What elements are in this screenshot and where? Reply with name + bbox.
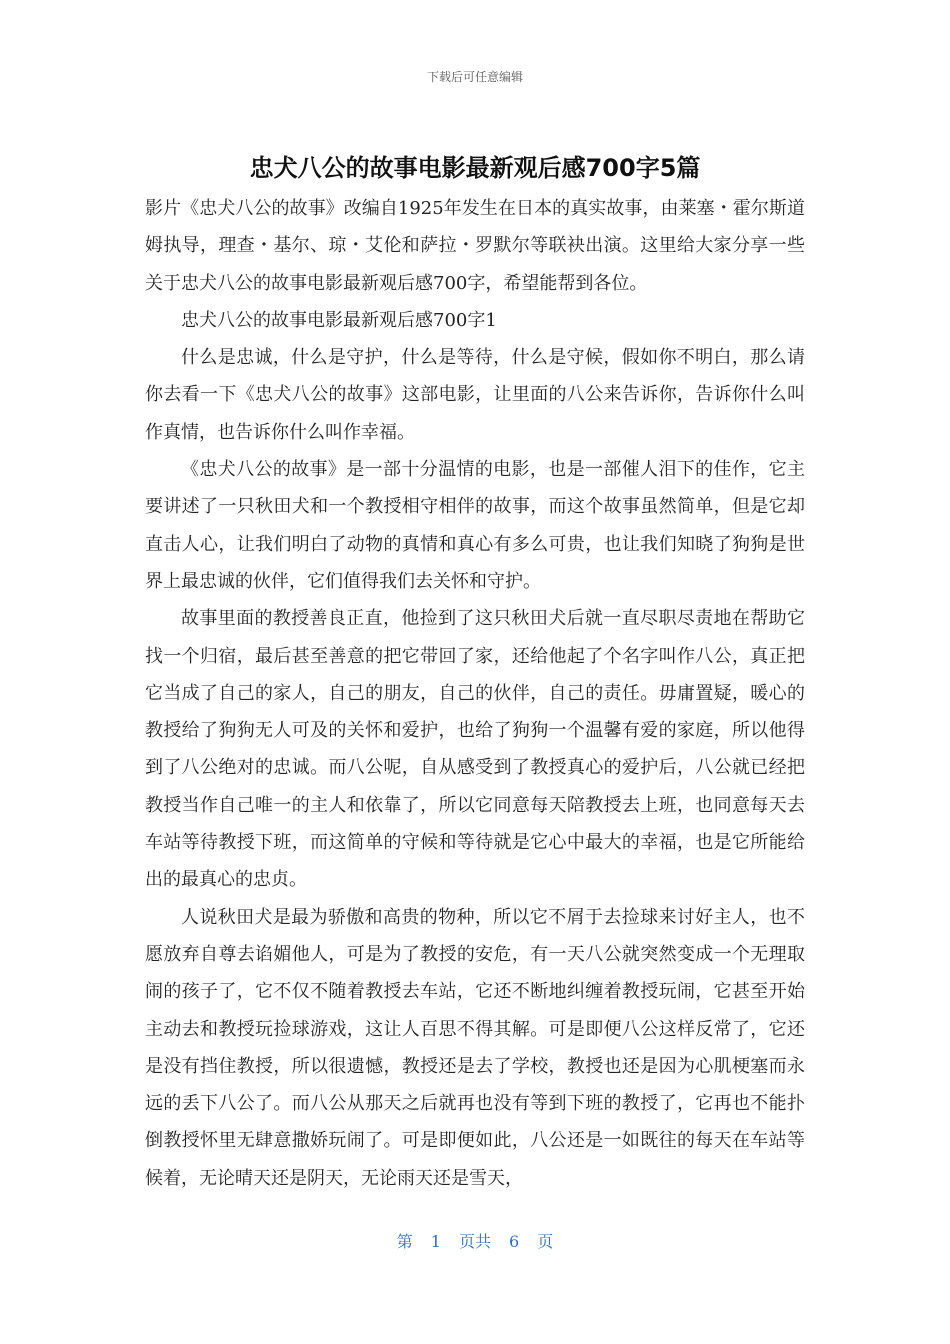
section-heading: 忠犬八公的故事电影最新观后感700字1 — [181, 309, 497, 331]
body-paragraph: 《忠犬八公的故事》是一部十分温情的电影，也是一部催人泪下的佳作，它主要讲述了一只秋田犬和一个教授相守相伴的故事，而这个故事虽然简单，但是它却直击人心，让我们明白了动物的真情和真心有多么可贵，也让我们知晓了狗狗是世界上最忠诚的伙伴，它们值得我们去关怀和守护。 — [145, 459, 805, 592]
body-paragraph: 故事里面的教授善良正直，他捡到了这只秋田犬后就一直尽职尽责地在帮助它找一个归宿，最后甚至善意的把它带回了家，还给他起了个名字叫作八公，真正把它当成了自己的家人，自己的朋友，自己的伙伴，自己的责任。毋庸置疑，暖心的教授给了狗狗无人可及的关怀和爱护，也给了狗狗一个温馨有爱的家庭，所以他得到了八公绝对的忠诚。而八公呢，自从感受到了教授真心的爱护后，八公就已经把教授当作自己唯一的主人和依靠了，所以它同意每天陪教授去上班，也同意每天去车站等待教授下班，而这简单的守候和等待就是它心中最大的幸福，也是它所能给出的最真心的忠贞。 — [145, 608, 805, 891]
current-page-number: 1 — [430, 1232, 441, 1251]
body-paragraph: 人说秋田犬是最为骄傲和高贵的物种，所以它不屑于去捡球来讨好主人，也不愿放弃自尊去谄媚他人，可是为了教授的安危，有一天八公就突然变成一个无理取闹的孩子了，它不仅不随着教授去车站，它还不断地纠缠着教授玩闹，它甚至开始主动去和教授玩捡球游戏，这让人百思不得其解。可是即便八公这样反常了，它还是没有挡住教授，所以很遗憾，教授还是去了学校，教授也还是因为心肌梗塞而永远的丢下八公了。而八公从那天之后就再也没有等到下班的教授了，它再也不能扑倒教授怀里无肆意撒娇玩闹了。可是即便如此，八公还是一如既往的每天在车站等候着，无论晴天还是阴天，无论雨天还是雪天， — [145, 906, 805, 1189]
page-of-label: 页共 — [458, 1232, 491, 1251]
page-header-note: 下载后可任意编辑 — [426, 70, 523, 84]
body-paragraph: 什么是忠诚，什么是守护，什么是等待，什么是守候，假如你不明白，那么请你去看一下《忠犬八公的故事》这部电影，让里面的八公来告诉你，告诉你什么叫作真情，也告诉你什么叫作幸福。 — [145, 347, 805, 443]
total-pages-number: 6 — [509, 1232, 520, 1251]
intro-paragraph: 影片《忠犬八公的故事》改编自1925年发生在日本的真实故事，由莱塞・霍尔斯道姆执导，理查・基尔、琼・艾伦和萨拉・罗默尔等联袂出演。这里给大家分享一些关于忠犬八公的故事电影最新观后感700字，希望能帮到各位。 — [145, 198, 805, 294]
page-label: 第 — [396, 1232, 413, 1251]
document-body — [145, 190, 805, 1197]
pages-label: 页 — [537, 1232, 554, 1251]
document-title: 忠犬八公的故事电影最新观后感700字5篇 — [249, 154, 701, 182]
page-footer — [0, 1229, 950, 1252]
